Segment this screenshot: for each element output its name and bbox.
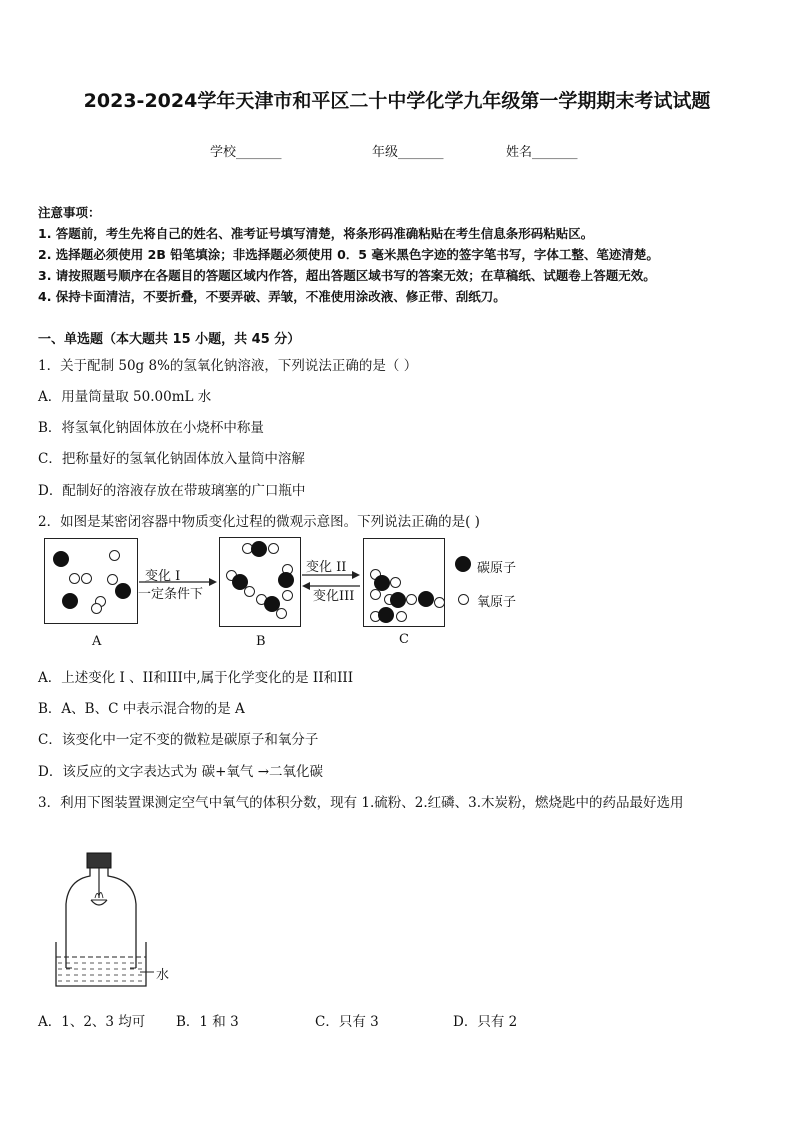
q3-option-c: C．只有 3 [315, 1014, 379, 1030]
box-c [363, 538, 445, 627]
q1-option-c: C．把称量好的氢氧化钠固体放入量筒中溶解 [38, 451, 305, 467]
water-label: 水 [156, 968, 170, 983]
oxygen-atom-icon [390, 577, 401, 588]
note-item: 1. 答题前，考生先将自己的姓名、准考证号填写清楚，将条形码准确粘贴在考生信息条形码粘贴区。 [38, 226, 594, 241]
arrow2-bottom-label: 变化III [313, 589, 355, 604]
box-b-label: B [256, 634, 266, 649]
oxygen-atom-icon [69, 573, 80, 584]
q3-option-a: A．1、2、3 均可 [38, 1014, 146, 1030]
note-item: 4. 保持卡面清洁，不要折叠，不要弄破、弄皱，不准使用涂改液、修正带、刮纸刀。 [38, 289, 506, 304]
oxygen-atom-icon [107, 574, 118, 585]
q1-option-b: B．将氢氧化钠固体放在小烧杯中称量 [38, 420, 264, 436]
grade-field: 年级_______ [372, 145, 444, 160]
legend-oxygen-label: 氧原子 [477, 595, 517, 610]
oxygen-atom-icon [434, 597, 445, 608]
q1-option-d: D．配制好的溶液存放在带玻璃塞的广口瓶中 [38, 483, 306, 499]
oxygen-atom-icon [406, 594, 417, 605]
carbon-atom-icon [278, 572, 294, 588]
carbon-atom-icon [390, 592, 406, 608]
carbon-atom-icon [115, 583, 131, 599]
arrow1-bottom-label: 一定条件下 [138, 587, 204, 602]
q3-option-d: D．只有 2 [453, 1014, 518, 1030]
q3-stem: 3．利用下图装置课测定空气中氧气的体积分数，现有 1.硫粉、2.红磷、3.木炭粉，燃烧匙中的药品最好选用 [38, 795, 684, 811]
page-title: 2023-2024学年天津市和平区二十中学化学九年级第一学期期末考试试题 [83, 90, 711, 112]
carbon-atom-icon [62, 593, 78, 609]
carbon-atom-icon [418, 591, 434, 607]
arrow2-top-label: 变化 II [306, 560, 347, 575]
notes-heading: 注意事项： [38, 205, 101, 220]
oxygen-atom-icon [244, 586, 255, 597]
carbon-atom-icon [53, 551, 69, 567]
q1-stem: 1．关于配制 50g 8%的氢氧化钠溶液，下列说法正确的是（ ） [38, 358, 418, 374]
oxygen-atom-icon [276, 608, 287, 619]
note-item: 2. 选择题必须使用 2B 铅笔填涂；非选择题必须使用 0．5 毫米黑色字迹的签字笔书写，字体工整、笔迹清楚。 [38, 247, 659, 262]
section-heading: 一、单选题（本大题共 15 小题，共 45 分） [38, 332, 301, 347]
q2-option-a: A．上述变化 I 、II和III中,属于化学变化的是 II和III [38, 670, 354, 686]
oxygen-atom-icon [109, 550, 120, 561]
q3-option-b: B．1 和 3 [176, 1014, 239, 1030]
name-field: 姓名_______ [506, 145, 578, 160]
box-c-label: C [399, 632, 409, 647]
box-b [219, 537, 301, 627]
legend-carbon-icon [455, 556, 471, 572]
legend-carbon-label: 碳原子 [477, 561, 517, 576]
oxygen-atom-icon [81, 573, 92, 584]
carbon-atom-icon [251, 541, 267, 557]
q1-option-a: A．用量筒量取 50.00mL 水 [38, 389, 212, 405]
oxygen-atom-icon [91, 603, 102, 614]
q2-stem: 2．如图是某密闭容器中物质变化过程的微观示意图。下列说法正确的是( ) [38, 514, 480, 530]
oxygen-atom-icon [268, 543, 279, 554]
box-a-label: A [92, 634, 102, 649]
oxygen-atom-icon [396, 611, 407, 622]
q2-option-b: B．A、B、C 中表示混合物的是 A [38, 701, 245, 717]
carbon-atom-icon [378, 607, 394, 623]
box-a [44, 538, 138, 624]
oxygen-atom-icon [282, 590, 293, 601]
oxygen-atom-icon [370, 589, 381, 600]
school-field: 学校_______ [210, 145, 282, 160]
q2-option-d: D．该反应的文字表达式为 碳+氧气 →二氧化碳 [38, 764, 324, 780]
note-item: 3. 请按照题号顺序在各题目的答题区域内作答，超出答题区域书写的答案无效；在草稿纸、试题卷上答题无效。 [38, 268, 656, 283]
q2-option-c: C．该变化中一定不变的微粒是碳原子和氧分子 [38, 732, 319, 748]
legend-oxygen-icon [458, 594, 469, 605]
arrow1-top-label: 变化 I [145, 569, 181, 584]
